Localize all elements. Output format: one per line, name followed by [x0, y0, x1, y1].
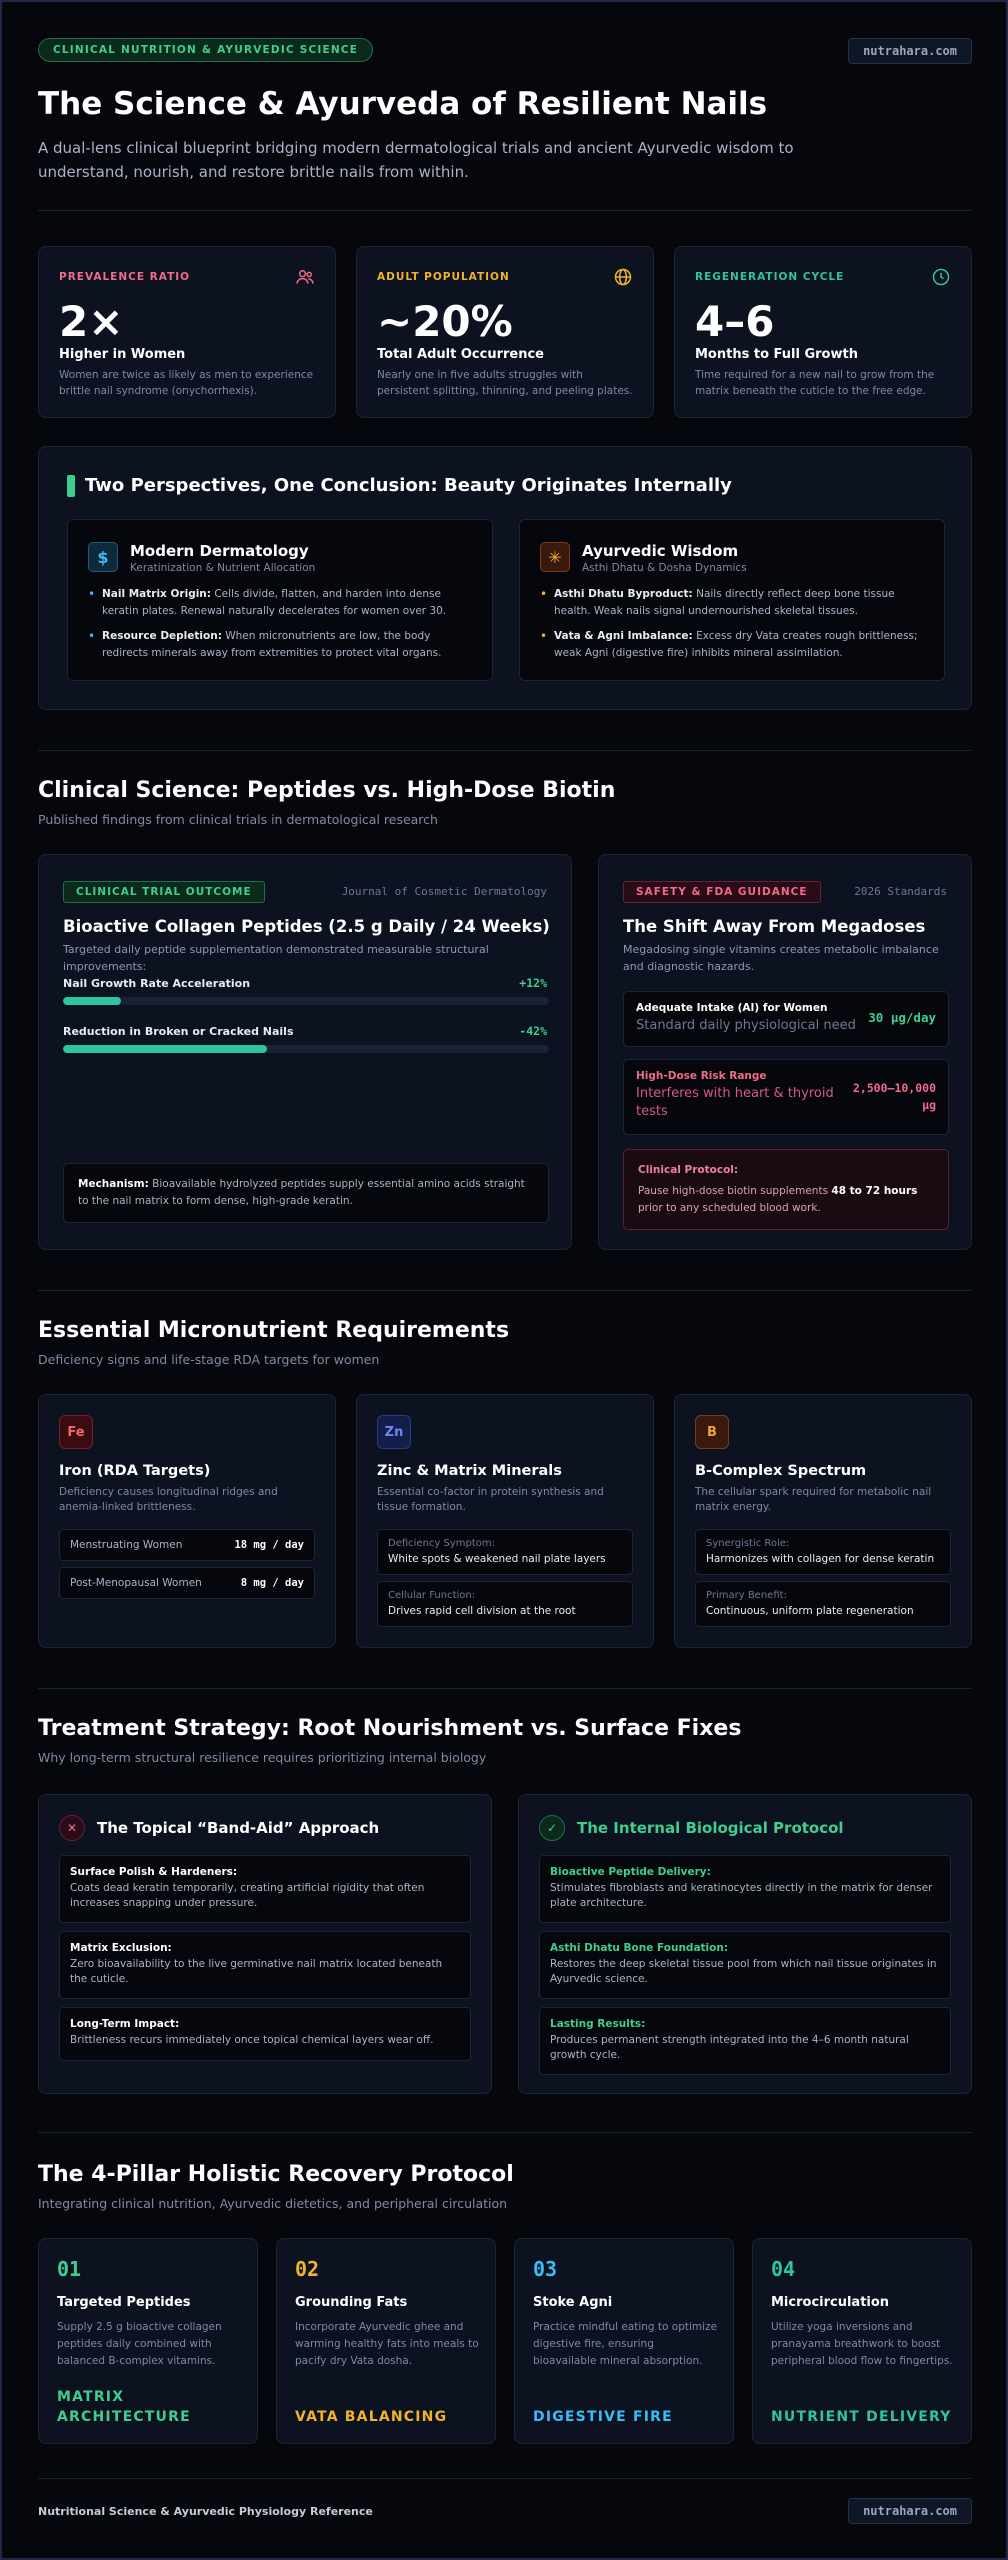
mechanism-box: Mechanism: Bioavailable hydrolyzed peptides supply essential amino acids straight to the nail matrix to form dense, high-grade keratin. — [63, 1163, 549, 1223]
pillar-card — [514, 2238, 734, 2444]
pillar-tagline: NUTRIENT DELIVERY — [771, 2409, 952, 2425]
pillar-card — [38, 2238, 258, 2444]
protocol-title: Clinical Protocol: — [638, 1164, 739, 1176]
stat-value: 2× — [59, 297, 124, 346]
bullet-item: • Resource Depletion: When micronutrients are low, the body redirects minerals away from extremities to protect vital organs. — [88, 629, 442, 659]
divider — [38, 1290, 972, 1291]
adequate-intake-box — [623, 991, 949, 1047]
ai-label: Adequate Intake (AI) for Women — [636, 1002, 828, 1014]
divider — [38, 2132, 972, 2133]
ai-value: 30 µg/day — [868, 1010, 936, 1025]
sun-icon: ✳ — [540, 542, 570, 572]
stat-label: ADULT POPULATION — [377, 271, 510, 283]
collagen-trial-card — [38, 854, 572, 1250]
rda-row: Post-Menopausal Women 8 mg / day — [59, 1567, 315, 1599]
pillar-title: Stoke Agni — [533, 2295, 613, 2310]
pillar-card — [276, 2238, 496, 2444]
approach-item: Surface Polish & Hardeners: Coats dead keratin temporarily, creating artificial rigidity that often increases snapping under pressure. — [59, 1855, 471, 1923]
stat-card-population — [356, 246, 654, 418]
check-icon: ✓ — [539, 1815, 565, 1841]
treatment-subtitle: Why long-term structural resilience requires prioritizing internal biology — [38, 1750, 487, 1765]
micronutrient-subtitle: Deficiency signs and life-stage RDA targets for women — [38, 1352, 380, 1367]
bullet-dot-icon: • — [88, 629, 96, 643]
info-row: Primary Benefit: Continuous, uniform plate regeneration — [695, 1581, 951, 1627]
footer-text: Nutritional Science & Ayurvedic Physiology Reference — [38, 2505, 373, 2518]
stat-heading: Total Adult Occurrence — [377, 347, 544, 362]
bcomplex-description: The cellular spark required for metabolic nail matrix energy. — [695, 1486, 932, 1513]
page-subtitle: A dual-lens clinical blueprint bridging modern dermatological trials and ancient Ayurvedic wisdom to understand, nourish, and restore brittle nails from within. — [38, 139, 794, 181]
pillar-title: Grounding Fats — [295, 2295, 408, 2310]
pillar-description: Supply 2.5 g bioactive collagen peptides daily combined with balanced B-complex vitamins. — [57, 2321, 222, 2367]
stat-card-regeneration — [674, 246, 972, 418]
b-symbol-icon: B — [695, 1415, 729, 1449]
internal-title: The Internal Biological Protocol — [577, 1819, 844, 1837]
bar-label: Nail Growth Rate Acceleration — [63, 977, 251, 990]
bullet-item: • Nail Matrix Origin: Cells divide, flatten, and harden into dense keratin plates. Renewal naturally decelerates for women over 30. — [88, 587, 447, 617]
internal-protocol-card — [518, 1794, 972, 2094]
bullet-dot-icon: • — [540, 587, 548, 601]
stat-card-prevalence — [38, 246, 336, 418]
page-title: The Science & Ayurveda of Resilient Nails — [38, 86, 768, 122]
category-tag: CLINICAL NUTRITION & AYURVEDIC SCIENCE — [38, 38, 373, 62]
stat-value: ~20% — [377, 297, 513, 346]
approach-item: Long-Term Impact: Brittleness recurs immediately once topical chemical layers wear off. — [59, 2007, 471, 2061]
approach-item: Matrix Exclusion: Zero bioavailability to the live germinative nail matrix located beneath the cuticle. — [59, 1931, 471, 1999]
accent-bar — [67, 475, 75, 497]
users-icon — [295, 267, 315, 287]
bcomplex-card — [674, 1394, 972, 1648]
trial-description: Targeted daily peptide supplementation demonstrated measurable structural improvements: — [63, 943, 489, 973]
dermatology-title: Modern Dermatology — [130, 542, 309, 560]
zinc-card — [356, 1394, 654, 1648]
info-row: Deficiency Symptom: White spots & weakened nail plate layers — [377, 1529, 633, 1575]
stat-label: PREVALENCE RATIO — [59, 271, 191, 283]
stat-heading: Higher in Women — [59, 347, 186, 362]
ayurveda-card — [519, 519, 945, 681]
page-header — [38, 38, 972, 188]
progress-track — [63, 997, 549, 1005]
risk-subtitle: Interferes with heart & thyroid tests — [636, 1086, 834, 1119]
pillars-subtitle: Integrating clinical nutrition, Ayurvedic dietetics, and peripheral circulation — [38, 2196, 508, 2211]
trial-title: Bioactive Collagen Peptides (2.5 g Daily / 24 Weeks) — [63, 917, 550, 936]
pillar-title: Targeted Peptides — [57, 2295, 191, 2310]
bcomplex-title: B-Complex Spectrum — [695, 1463, 867, 1479]
rda-row: Menstruating Women 18 mg / day — [59, 1529, 315, 1561]
divider — [38, 210, 972, 211]
protocol-item: Asthi Dhatu Bone Foundation: Restores the deep skeletal tissue pool from which nail tissue originates in Ayurvedic science. — [539, 1931, 951, 1999]
progress-track — [63, 1045, 549, 1053]
pillar-title: Microcirculation — [771, 2295, 890, 2310]
ai-subtitle: Standard daily physiological need — [636, 1018, 856, 1033]
pillar-description: Utilize yoga inversions and pranayama breathwork to boost peripheral blood flow to fingertips. — [771, 2321, 953, 2367]
protocol-item: Bioactive Peptide Delivery: Stimulates fibroblasts and keratinocytes directly in the matrix for denser plate architecture. — [539, 1855, 951, 1923]
dollar-icon: $ — [88, 542, 118, 572]
dermatology-card — [67, 519, 493, 681]
perspectives-title: Two Perspectives, One Conclusion: Beauty Originates Internally — [85, 475, 732, 496]
stat-heading: Months to Full Growth — [695, 347, 858, 362]
zinc-symbol-icon: Zn — [377, 1415, 411, 1449]
site-link[interactable]: nutrahara.com — [848, 38, 972, 64]
pillar-description: Practice mindful eating to optimize digestive fire, ensuring bioavailable mineral absorption. — [533, 2321, 718, 2367]
safety-description: Megadosing single vitamins creates metabolic imbalance and diagnostic hazards. — [623, 943, 939, 973]
stat-label: REGENERATION CYCLE — [695, 271, 845, 283]
biotin-safety-card — [598, 854, 972, 1250]
pillar-card — [752, 2238, 972, 2444]
info-row: Synergistic Role: Harmonizes with collagen for dense keratin — [695, 1529, 951, 1575]
topical-approach-card — [38, 1794, 492, 2094]
globe-icon — [613, 267, 633, 287]
info-row: Cellular Function: Drives rapid cell division at the root — [377, 1581, 633, 1627]
bullet-item: • Asthi Dhatu Byproduct: Nails directly reflect deep bone tissue health. Weak nails signal undernourished skeletal tissues. — [540, 587, 895, 617]
clinical-subtitle: Published findings from clinical trials in dermatological research — [38, 812, 438, 827]
micronutrient-title: Essential Micronutrient Requirements — [38, 1318, 510, 1343]
clock-icon — [931, 267, 951, 287]
clinical-title: Clinical Science: Peptides vs. High-Dose Biotin — [38, 778, 616, 803]
stat-description: Time required for a new nail to grow from the matrix beneath the cuticle to the free edge. — [695, 369, 935, 397]
bar-value: -42% — [519, 1024, 547, 1038]
trial-badge: CLINICAL TRIAL OUTCOME — [63, 881, 265, 903]
divider — [38, 1688, 972, 1689]
iron-title: Iron (RDA Targets) — [59, 1463, 211, 1479]
risk-range-box — [623, 1059, 949, 1135]
stat-description: Nearly one in five adults struggles with persistent splitting, thinning, and peeling plates. — [377, 369, 633, 397]
breakage-progress-bar — [63, 1045, 267, 1053]
iron-symbol-icon: Fe — [59, 1415, 93, 1449]
dermatology-subtitle: Keratinization & Nutrient Allocation — [130, 562, 316, 574]
pillar-tagline: DIGESTIVE FIRE — [533, 2409, 673, 2425]
zinc-description: Essential co-factor in protein synthesis and tissue formation. — [377, 1486, 604, 1513]
iron-card — [38, 1394, 336, 1648]
bullet-dot-icon: • — [88, 587, 96, 601]
bullet-dot-icon: • — [540, 629, 548, 643]
journal-source: Journal of Cosmetic Dermatology — [341, 885, 547, 898]
pillars-title: The 4-Pillar Holistic Recovery Protocol — [38, 2162, 514, 2187]
bar-value: +12% — [519, 976, 547, 990]
pillar-tagline: MATRIX ARCHITECTURE — [57, 2389, 191, 2425]
stat-value: 4–6 — [695, 297, 775, 346]
close-icon: ✕ — [59, 1815, 85, 1841]
protocol-item: Lasting Results: Produces permanent strength integrated into the 4–6 month natural growth cycle. — [539, 2007, 951, 2075]
safety-badge: SAFETY & FDA GUIDANCE — [623, 881, 821, 903]
topical-title: The Topical “Band-Aid” Approach — [97, 1819, 380, 1837]
zinc-title: Zinc & Matrix Minerals — [377, 1463, 562, 1479]
pillar-number: 01 — [57, 2257, 82, 2281]
pillar-number: 04 — [771, 2257, 796, 2281]
growth-progress-bar — [63, 997, 121, 1005]
bullet-item: • Vata & Agni Imbalance: Excess dry Vata creates rough brittleness; weak Agni (digestive fire) inhibits mineral assimilation. — [540, 629, 918, 659]
risk-label: High-Dose Risk Range — [636, 1070, 767, 1082]
standards-label: 2026 Standards — [854, 885, 947, 898]
clinical-protocol-box: Clinical Protocol: Pause high-dose biotin supplements 48 to 72 hours prior to any scheduled blood work. — [623, 1149, 949, 1230]
divider — [38, 750, 972, 751]
perspectives-panel — [38, 446, 972, 710]
pillar-tagline: VATA BALANCING — [295, 2409, 448, 2425]
treatment-title: Treatment Strategy: Root Nourishment vs. Surface Fixes — [38, 1716, 742, 1741]
pillar-number: 02 — [295, 2257, 320, 2281]
divider — [38, 2478, 972, 2479]
ayurveda-title: Ayurvedic Wisdom — [582, 542, 739, 560]
risk-value: 2,500–10,000 µg — [852, 1081, 936, 1112]
ayurveda-subtitle: Asthi Dhatu & Dosha Dynamics — [582, 562, 747, 574]
bar-label: Reduction in Broken or Cracked Nails — [63, 1025, 294, 1038]
footer-site-link[interactable]: nutrahara.com — [848, 2498, 972, 2524]
iron-description: Deficiency causes longitudinal ridges and anemia-linked brittleness. — [59, 1486, 278, 1513]
pillar-description: Incorporate Ayurvedic ghee and warming healthy fats into meals to pacify dry Vata dosha. — [295, 2321, 479, 2367]
safety-title: The Shift Away From Megadoses — [623, 917, 926, 936]
stat-description: Women are twice as likely as men to experience brittle nail syndrome (onychorrhexis). — [59, 369, 314, 397]
pillar-number: 03 — [533, 2257, 558, 2281]
